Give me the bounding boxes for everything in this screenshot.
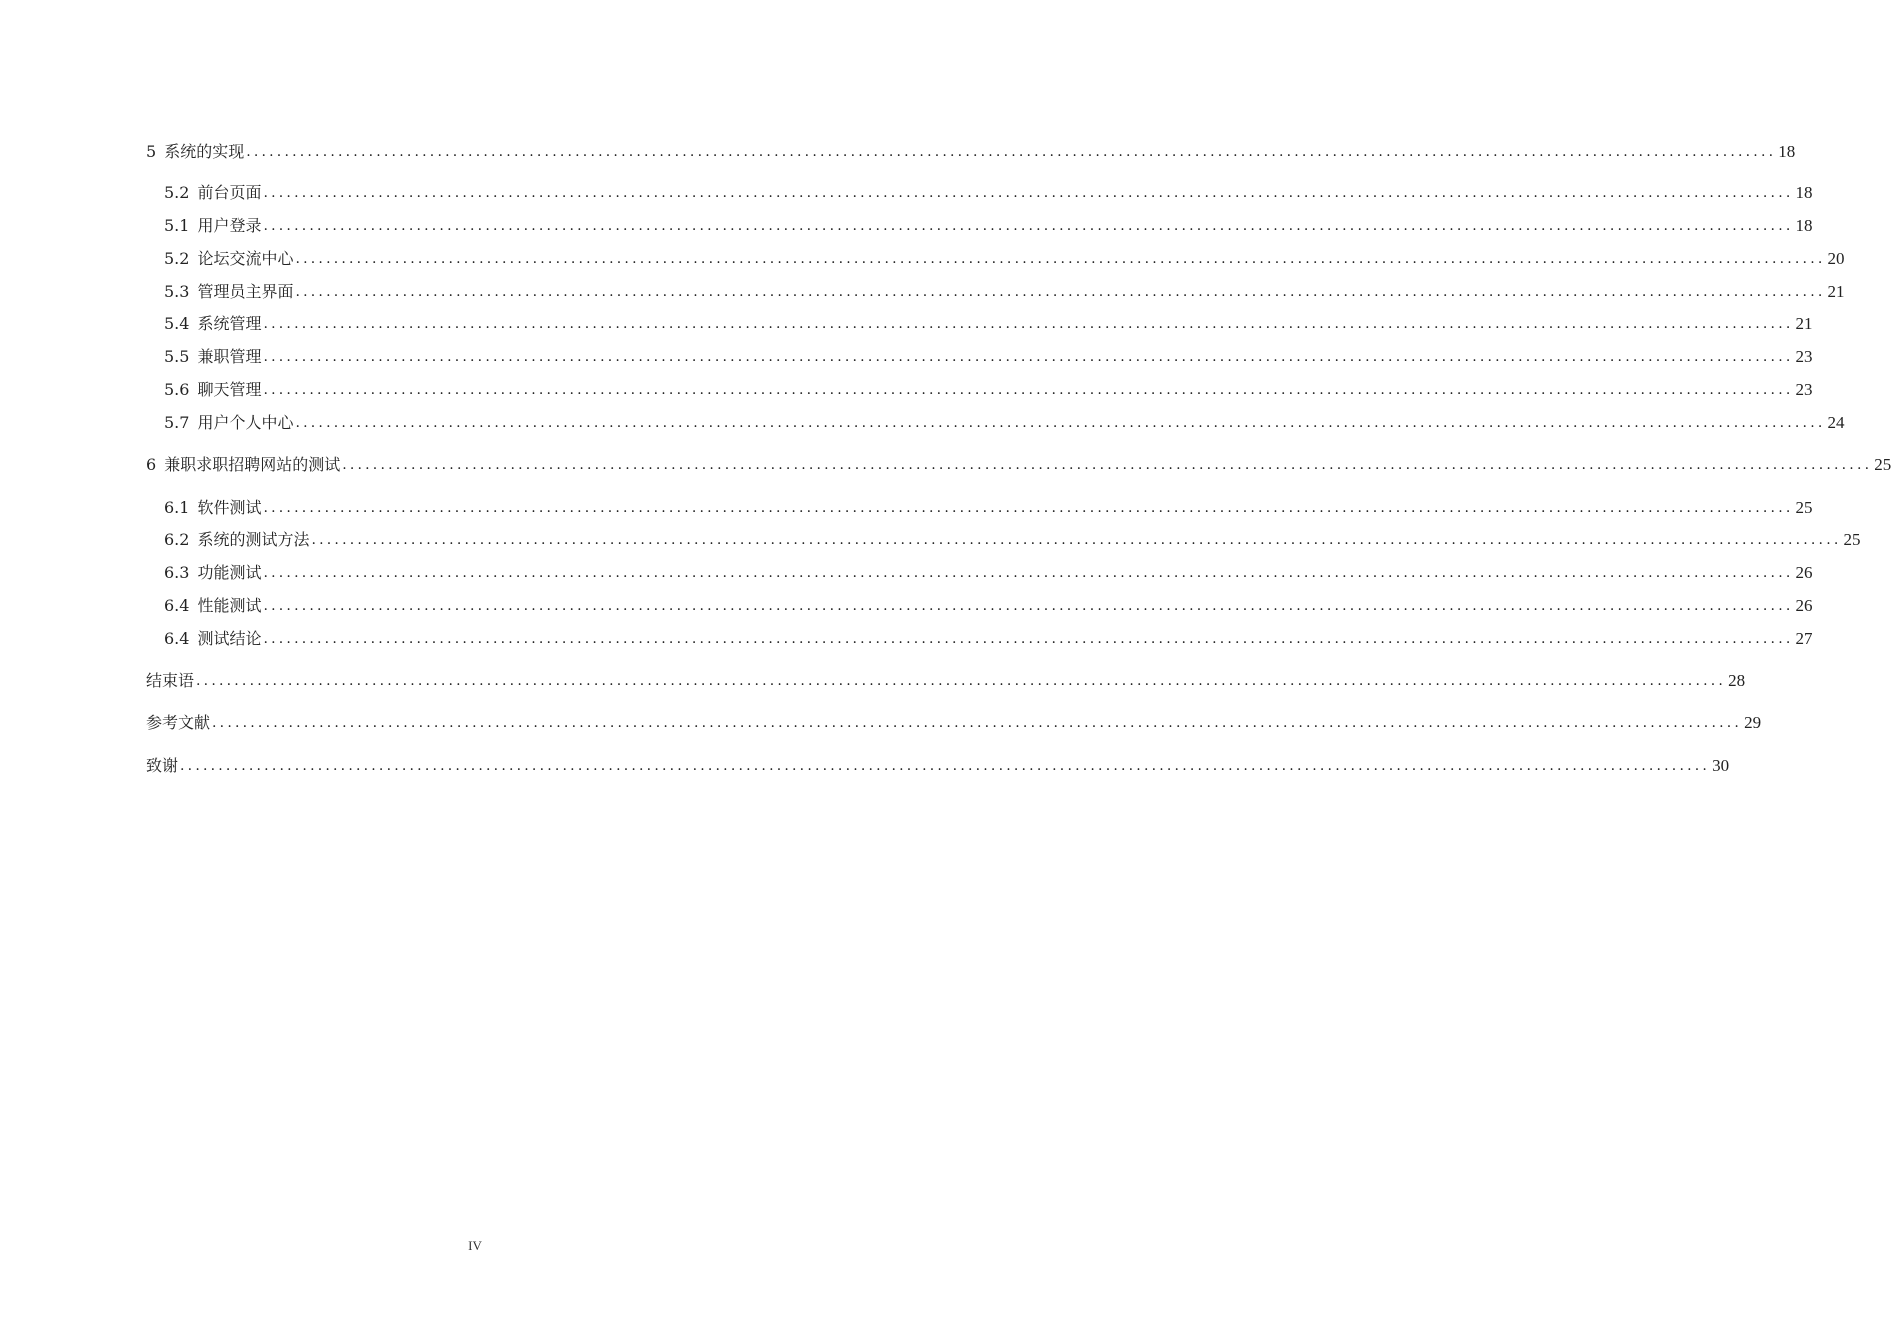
toc-entry-label: 测试结论: [197, 629, 262, 648]
toc-entry-label: 兼职求职招聘网站的测试: [164, 455, 341, 474]
toc-entry-number: 6.2: [164, 530, 190, 549]
toc-entry-page: 25: [1795, 498, 1813, 517]
toc-entry-label: 论坛交流中心: [197, 249, 294, 268]
toc-entry-number: 5.7: [164, 413, 190, 432]
toc-entry-5[interactable]: [146, 138, 1796, 162]
toc-entry-label: 管理员主界面: [197, 282, 294, 301]
toc-entry-page: 23: [1795, 347, 1813, 366]
toc-entry-number: 5.1: [164, 216, 190, 235]
toc-entry-6-2[interactable]: [164, 526, 1861, 550]
toc-entry-page: 20: [1827, 249, 1845, 268]
toc-entry-label: 性能测试: [197, 596, 262, 615]
toc-entry-6-4b[interactable]: [164, 625, 1813, 649]
toc-entry-5-2[interactable]: [164, 179, 1813, 203]
toc-entry-page: 18: [1778, 142, 1796, 161]
toc-entry-number: 6: [146, 455, 157, 474]
toc-entry-page: 21: [1795, 314, 1813, 333]
toc-entry-6-3[interactable]: [164, 559, 1813, 583]
toc-entry-page: 18: [1795, 216, 1813, 235]
toc-entry-conclusion[interactable]: [146, 667, 1746, 691]
toc-entry-6[interactable]: [146, 451, 1891, 475]
toc-entry-number: 5.2: [164, 249, 190, 268]
toc-entry-number: 6.1: [164, 498, 190, 517]
toc-entry-references[interactable]: [146, 709, 1762, 733]
toc-entry-page: 26: [1795, 563, 1813, 582]
toc-leader-dots: ........................................................................................................................................................................................................: [342, 457, 1873, 473]
toc-entry-number: 6.4: [164, 596, 190, 615]
page-number: IV: [468, 1238, 482, 1253]
toc-leader-dots: ........................................................................................................................................................................................................: [263, 500, 1794, 516]
toc-leader-dots: ........................................................................................................................................................................................................: [295, 415, 1826, 431]
toc-entry-page: 25: [1874, 455, 1891, 474]
toc-entry-label: 结束语: [146, 671, 195, 690]
toc-leader-dots: ........................................................................................................................................................................................................: [311, 532, 1842, 548]
toc-entry-label: 系统的实现: [164, 142, 245, 161]
toc-entry-label: 兼职管理: [197, 347, 262, 366]
toc-entry-number: 5.4: [164, 314, 190, 333]
toc-entry-number: 6.3: [164, 563, 190, 582]
toc-entry-acknowledgements[interactable]: [146, 752, 1730, 776]
toc-entry-label: 软件测试: [197, 498, 262, 517]
toc-entry-5-4[interactable]: [164, 310, 1813, 334]
toc-entry-5-6[interactable]: [164, 376, 1813, 400]
toc-entry-label: 功能测试: [197, 563, 262, 582]
toc-leader-dots: ........................................................................................................................................................................................................: [263, 349, 1794, 365]
toc-entry-label: 系统管理: [197, 314, 262, 333]
toc-entry-page: 18: [1795, 183, 1813, 202]
toc-entry-page: 23: [1795, 380, 1813, 399]
toc-entry-page: 28: [1728, 671, 1746, 690]
toc-entry-label: 聊天管理: [197, 380, 262, 399]
toc-entry-page: 29: [1744, 713, 1762, 732]
toc-entry-5-3[interactable]: [164, 278, 1845, 302]
toc-leader-dots: ........................................................................................................................................................................................................: [180, 758, 1711, 774]
toc-entry-number: 5.3: [164, 282, 190, 301]
toc-entry-label: 致谢: [146, 756, 179, 775]
toc-entry-6-1[interactable]: [164, 494, 1813, 518]
toc-entry-page: 25: [1843, 530, 1861, 549]
toc-entry-page: 27: [1795, 629, 1813, 648]
toc-entry-label: 用户个人中心: [197, 413, 294, 432]
toc-leader-dots: ........................................................................................................................................................................................................: [263, 565, 1794, 581]
toc-entry-5-1[interactable]: [164, 212, 1813, 236]
toc-leader-dots: ........................................................................................................................................................................................................: [263, 598, 1794, 614]
toc-entry-page: 30: [1712, 756, 1730, 775]
toc-entry-5-5[interactable]: [164, 343, 1813, 367]
toc-leader-dots: ........................................................................................................................................................................................................: [246, 144, 1777, 160]
toc-entry-number: 5: [146, 142, 157, 161]
toc-entry-number: 6.4: [164, 629, 190, 648]
toc-entry-page: 26: [1795, 596, 1813, 615]
toc-entry-6-4[interactable]: [164, 592, 1813, 616]
toc-entry-label: 参考文献: [146, 713, 211, 732]
toc-entry-page: 21: [1827, 282, 1845, 301]
toc-leader-dots: ........................................................................................................................................................................................................: [196, 673, 1727, 689]
toc-leader-dots: ........................................................................................................................................................................................................: [263, 316, 1794, 332]
toc-entry-label: 系统的测试方法: [197, 530, 310, 549]
toc-entry-5-2b[interactable]: [164, 245, 1845, 269]
toc-entry-label: 用户登录: [197, 216, 262, 235]
toc-leader-dots: ........................................................................................................................................................................................................: [263, 382, 1794, 398]
toc-entry-number: 5.2: [164, 183, 190, 202]
toc-leader-dots: ........................................................................................................................................................................................................: [295, 284, 1826, 300]
toc-leader-dots: ........................................................................................................................................................................................................: [212, 715, 1743, 731]
toc-leader-dots: ........................................................................................................................................................................................................: [263, 185, 1794, 201]
toc-entry-number: 5.5: [164, 347, 190, 366]
toc-entry-label: 前台页面: [197, 183, 262, 202]
toc-leader-dots: ........................................................................................................................................................................................................: [295, 251, 1826, 267]
toc-entry-5-7[interactable]: [164, 409, 1845, 433]
toc-leader-dots: ........................................................................................................................................................................................................: [263, 218, 1794, 234]
toc-leader-dots: ........................................................................................................................................................................................................: [263, 631, 1794, 647]
toc-entry-page: 24: [1827, 413, 1845, 432]
toc-entry-number: 5.6: [164, 380, 190, 399]
